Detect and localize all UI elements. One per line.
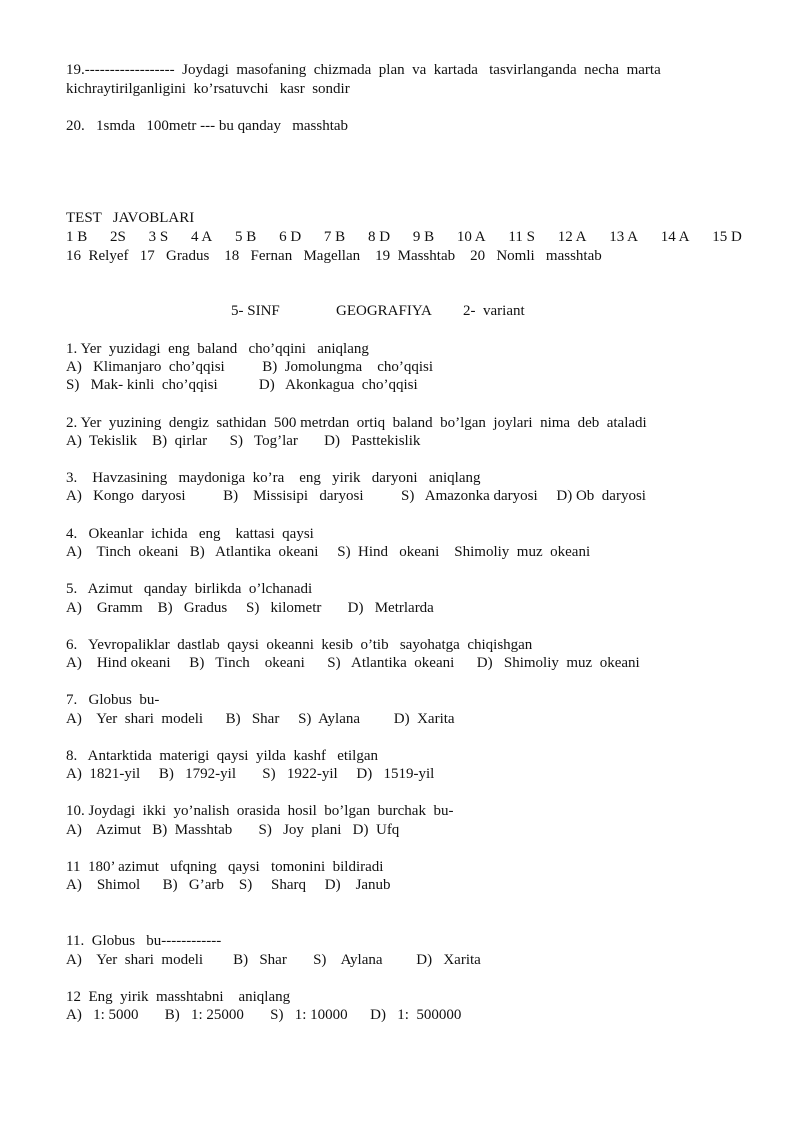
question-3-options: A) Kongo daryosi B) Missisipi daryosi S) Amazonka daryosi D) Ob daryosi [66, 488, 646, 504]
question-8-options: A) 1821-yil B) 1792-yil S) 1922-yil D) 1519-yil [66, 766, 435, 782]
question-10-text: 10. Joydagi ikki yo’nalish orasida hosil bo’lgan burchak bu- [66, 803, 454, 819]
answers-title: TEST JAVOBLARI [66, 210, 195, 226]
answers-row-2: 16 Relyef 17 Gradus 18 Fernan Magellan 19 Masshtab 20 Nomli masshtab [66, 248, 602, 264]
answer-item: 1 B [66, 229, 88, 245]
answer-item: 15 D [712, 229, 742, 245]
question-11-options: A) Shimol B) G’arb S) Sharq D) Janub [66, 877, 391, 893]
answer-item: 6 D [279, 229, 302, 245]
class-label: 5- SINF [231, 303, 280, 319]
subject-title: GEOGRAFIYA [336, 303, 432, 319]
question-5-text: 5. Azimut qanday birlikda o’lchanadi [66, 581, 313, 597]
answer-item: 14 A [660, 229, 690, 245]
question-12-text: 12 Eng yirik masshtabni aniqlang [66, 989, 291, 1005]
answer-item: 8 D [367, 229, 391, 245]
answer-item: 11 S [508, 229, 535, 245]
answer-item: 10 A [456, 229, 486, 245]
question-1-text: 1. Yer yuzidagi eng baland cho’qqini aniqlang [66, 341, 369, 357]
question-4-options: A) Tinch okeani B) Atlantika okeani S) Hind okeani Shimoliy muz okeani [66, 544, 591, 560]
question-11-text: 11 180’ azimut ufqning qaysi tomonini bildiradi [66, 859, 384, 875]
answer-item: 13 A [609, 229, 638, 245]
question-7-options: A) Yer shari modeli B) Shar S) Aylana D) Xarita [66, 711, 455, 727]
question-4-text: 4. Okeanlar ichida eng kattasi qaysi [66, 526, 314, 542]
answer-item: 12 A [557, 229, 587, 245]
answer-item: 7 B [323, 229, 346, 245]
question-6-text: 6. Yevropaliklar dastlab qaysi okeanni kesib o’tib sayohatga chiqishgan [66, 637, 533, 653]
answer-item: 5 B [235, 229, 257, 245]
question-2-text: 2. Yer yuzining dengiz sathidan 500 metrdan ortiq baland bo’lgan joylari nima deb ataladi [66, 415, 647, 431]
question-19-line-2: kichraytirilganligini ko’rsatuvchi kasr sondir [66, 81, 350, 97]
question-7-text: 7. Globus bu- [66, 692, 160, 708]
question-20: 20. 1smda 100metr --- bu qanday masshtab [66, 118, 349, 134]
question-3-text: 3. Havzasining maydoniga ko’ra eng yirik daryoni aniqlang [66, 470, 481, 486]
question-12-options: A) 1: 5000 B) 1: 25000 S) 1: 10000 D) 1: 500000 [66, 1007, 462, 1023]
answer-item: 3 S [148, 229, 169, 245]
question-10-options: A) Azimut B) Masshtab S) Joy plani D) Ufq [66, 822, 400, 838]
question-19-line-1: 19.------------------ Joydagi masofaning chizmada plan va kartada tasvirlanganda necha marta [66, 62, 661, 78]
answer-item: 2S [110, 229, 126, 245]
question-2-options: A) Tekislik B) qirlar S) Tog’lar D) Pasttekislik [66, 433, 421, 449]
question-11b-text: 11. Globus bu------------ [66, 933, 222, 949]
answer-item: 9 B [412, 229, 435, 245]
question-5-options: A) Gramm B) Gradus S) kilometr D) Metrlarda [66, 600, 434, 616]
answers-row-1 [66, 228, 742, 247]
question-1-options: S) Mak- kinli cho’qqisi D) Akonkagua cho’qqisi [66, 377, 418, 393]
question-6-options: A) Hind okeani B) Tinch okeani S) Atlantika okeani D) Shimoliy muz okeani [66, 655, 640, 671]
question-8-text: 8. Antarktida materigi qaysi yilda kashf etilgan [66, 748, 379, 764]
question-11b-options: A) Yer shari modeli B) Shar S) Aylana D) Xarita [66, 952, 481, 968]
question-1-options: A) Klimanjaro cho’qqisi B) Jomolungma cho’qqisi [66, 359, 434, 375]
variant-label: 2- variant [463, 303, 525, 319]
answer-item: 4 A [191, 229, 213, 245]
